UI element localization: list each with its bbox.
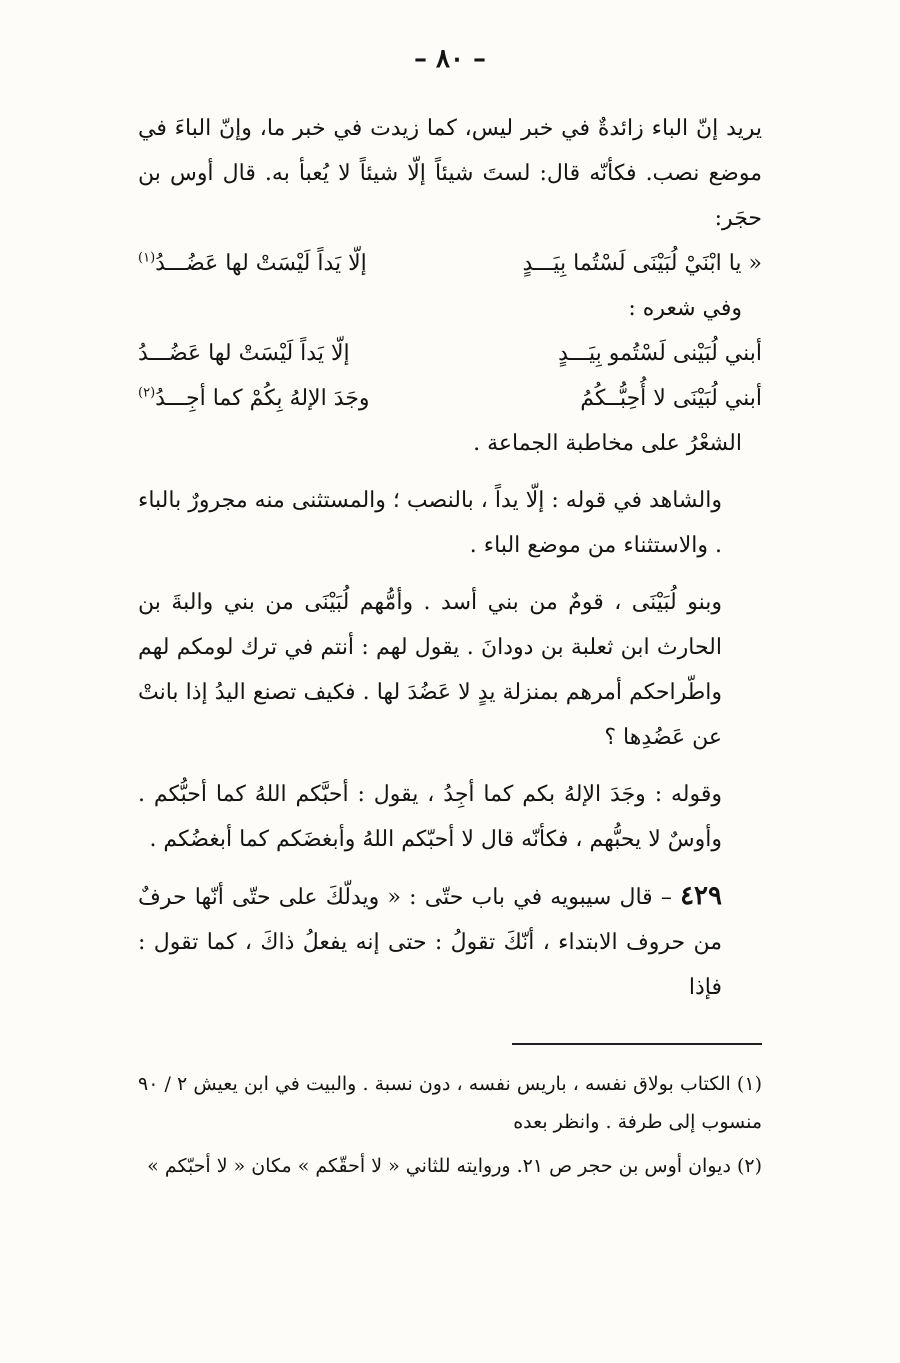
- verse-hemistich-text: وجَدَ الإلهُ بِكُمْ كما أجِـــدُ: [155, 386, 370, 411]
- paragraph-tribe: وبنو لُبَيْنَى ، قومٌ من بني أسد . وأمُّهم لُبَيْنَى من بني والبةَ بن الحارث ابن ثعلبة بن دودانَ . يقول لهم : أنتم في ترك لومكم لهم واطّراحكم أمرهم بمنزلة يدٍ لا عَضُدَ لها . فكيف تصنع اليدُ إذا بانتْ عن عَضُدِها ؟: [138, 590, 722, 750]
- footnote-ref-1: (١): [138, 250, 156, 266]
- verse-hemistich-first: أبني لُبَيْنَى لا أُحِبُّــكُمُ: [580, 386, 762, 411]
- verse-line-2: [138, 331, 762, 376]
- paragraph-429: [138, 874, 762, 1010]
- main-text: [138, 106, 762, 1010]
- entry-text: – قال سيبويه في باب حتّى : « ويدلّكَ على حتّى أنّها حرفٌ من حروف الابتداء ، أنّكَ تقولُ : حتى إنه يفعلُ ذاكَ ، كما تقول : فإذا: [138, 885, 722, 1000]
- paragraph-intro: يريد إنّ الباء زائدةٌ في خبر ليس، كما زيدت في خبر ما، وإنّ الباءَ في موضع نصب. فكأنّه قال: لستَ شيئاً إلّا شيئاً لا يُعبأ به. قال أوس بن حجَر:: [138, 116, 762, 231]
- verse-hemistich-first: أبني لُبَيْنى لَسْتُمو بِيَـــدٍ: [558, 341, 762, 366]
- footnote-ref-2: (٢): [138, 385, 156, 401]
- verse-hemistich-first: « يا ابْنَيْ لُبَيْنَى لَسْتُما بِيَـــدٍ: [522, 251, 762, 276]
- poem-intro-label: وفي شعره :: [628, 296, 742, 321]
- verse-line-3: [138, 376, 762, 421]
- paragraph-evidence: والشاهد في قوله : إلّا يداً ، بالنصب ؛ والمستثنى منه مجرورٌ بالباء . والاستثناء من موضع الباء .: [138, 488, 722, 558]
- footnotes: [138, 1065, 762, 1191]
- verse-hemistich-second: [138, 241, 428, 286]
- paragraph-meaning: وقوله : وجَدَ الإلهُ بكم كما أجِدُ ، يقول : أحبَّكم اللهُ كما أحبُّكم . وأوسٌ لا يحبُّهم ، فكأنّه قال لا أحبّكم اللهُ وأبغضَكم كما أبغضُكم .: [138, 782, 722, 852]
- page-number: – ٨٠ –: [413, 44, 487, 74]
- footnote-divider: [512, 1043, 762, 1045]
- paragraph-note: الشعْرُ على مخاطبة الجماعة .: [473, 431, 742, 456]
- verse-hemistich-second: إلّا يَداً لَيْسَتْ لها عَضُـــدُ: [138, 341, 350, 366]
- footnote-1: (١) الكتاب بولاق نفسه ، باريس نفسه ، دون نسبة . والبيت في ابن يعيش ٢ / ٩٠ منسوب إلى طرفة . وانظر بعده: [138, 1073, 762, 1133]
- verse-hemistich-second: [138, 376, 428, 421]
- verse-hemistich-text: إلّا يَداً لَيْسَتْ لها عَضُـــدُ: [155, 251, 367, 276]
- footnote-2: (٢) ديوان أوس بن حجر ص ٢١. وروايته للثاني « لا أحقّكم » مكان « لا أحبّكم »: [147, 1155, 762, 1177]
- entry-number: ٤٢٩: [680, 881, 722, 911]
- verse-line-1: [138, 241, 762, 286]
